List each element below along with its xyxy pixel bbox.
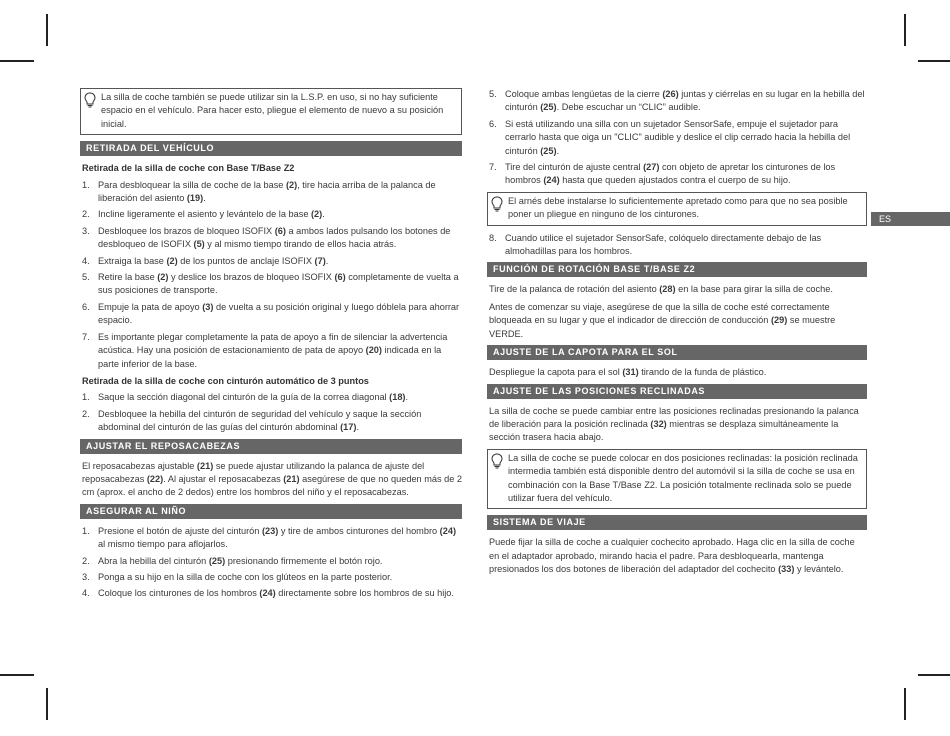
note-text: El arnés debe instalarse lo suficientemente apretado como para que no sea posible poner un pliegue en ninguno de los cinturones. [508,195,848,220]
list-item: 7. Tire del cinturón de ajuste central (27) con objeto de apretar los cinturones de los hombros (24) hasta que queden ajustados contra el cuerpo de su hijo. [489,162,836,186]
list-item: 5. Retire la base (2) y deslice los brazos de bloqueo ISOFIX (6) completamente de vuelta a sus posiciones de transporte. [82,272,459,296]
lightbulb-icon [84,92,96,108]
paragraph: Despliegue la capota para el sol (31) tirando de la funda de plástico. [489,367,767,378]
list-item: 1. Saque la sección diagonal del cinturón de la guía de la correa diagonal (18). [82,392,409,403]
list-item: 1. Para desbloquear la silla de coche de la base (2), tire hacia arriba de la palanca de liberación del asiento (19). [82,179,436,204]
paragraph: Tire de la palanca de rotación del asiento (28) en la base para girar la silla de coche. [489,284,833,295]
subheading: Retirada de la silla de coche con cinturón automático de 3 puntos [82,375,369,386]
crop-mark [46,688,48,720]
lightbulb-icon [491,453,503,469]
list-item: 2. Desbloquee la hebilla del cinturón de seguridad del vehículo y saque la sección abdominal del cinturón de las guías del cinturón abdominal (17). [82,408,422,433]
steps-list [487,88,867,188]
section-heading: RETIRADA DEL VEHÍCULO [80,141,462,156]
note-text: La silla de coche también se puede utilizar sin la L.S.P. en uso, si no hay suficiente espacio en el vehículo. Para hacer esto, pliegue el elemento de nuevo a su posición inicial. [101,92,444,129]
list-item: 2. Incline ligeramente el asiento y levántelo de la base (2). [82,209,325,220]
note-box [487,192,867,226]
language-tab: ES [871,212,950,226]
subheading: Retirada de la silla de coche con Base T/Base Z2 [82,163,295,174]
list-item: 4. Extraiga la base (2) de los puntos de anclaje ISOFIX (7). [82,255,329,266]
steps-list [80,179,462,371]
left-column [80,88,462,605]
list-item: 6. Empuje la pata de apoyo (3) de vuelta a su posición original y luego dóblela para ahorrar espacio. [82,301,460,326]
paragraph: El reposacabezas ajustable (21) se puede ajustar utilizando la palanca de ajuste del reposacabezas (22). Al ajustar el reposacabezas (21) asegúrese de que no queden más de 2 cm (aprox. el ancho de 2 dedos) entre los hombros del niño y el reposacabezas. [82,460,463,498]
paragraph: Antes de comenzar su viaje, asegúrese de que la silla de coche esté correctamente bloqueada en su lugar y que el indicador de dirección de conducción (29) se muestre VERDE. [489,301,836,339]
list-item: 5. Coloque ambas lengüetas de la cierre (26) juntas y ciérrelas en su lugar en la hebilla del cinturón (25). Debe escuchar un “CLIC” audible. [489,89,865,113]
crop-mark [904,14,906,46]
list-item: 3. Ponga a su hijo en la silla de coche con los glúteos en la parte posterior. [82,571,393,582]
steps-list [80,391,462,434]
list-item: 1. Presione el botón de ajuste del cinturón (23) y tire de ambos cinturones del hombro (24) al mismo tiempo para aflojarlos. [82,525,457,550]
list-item: 4. Coloque los cinturones de los hombros (24) directamente sobre los hombros de su hijo. [82,588,454,599]
section-heading: AJUSTAR EL REPOSACABEZAS [80,439,462,454]
crop-mark [918,60,950,62]
list-item: 8. Cuando utilice el sujetador SensorSafe, colóquelo directamente debajo de las almohadillas para los hombros. [489,232,822,257]
section-heading: FUNCIÓN DE ROTACIÓN BASE T/BASE Z2 [487,262,867,277]
crop-mark [46,14,48,46]
steps-list [80,525,462,601]
paragraph: Puede fijar la silla de coche a cualquier cochecito aprobado. Haga clic en la silla de coche en el adaptador aprobado, mirando hacia el padre. Para desbloquearla, mantenga presionados los dos botones de liberación del adaptador del cochecito (33) y levántelo. [489,537,855,575]
crop-mark [0,674,34,676]
lightbulb-icon [491,196,503,212]
note-box [80,88,462,135]
note-text: La silla de coche se puede colocar en dos posiciones reclinadas: la posición reclinada intermedia también está disponible dentro del automóvil si la silla de coche se usa en combinación con la Base T/Base Z2. La posición totalmente reclinada solo se puede utilizar fuera del vehículo. [508,452,858,503]
note-box [487,449,867,510]
steps-list [487,232,867,259]
paragraph: La silla de coche se puede cambiar entre las posiciones reclinadas presionando la palanca de liberación para la posición reclinada (32) mientras se desplaza simultáneamente la sección trasera hacia abajo. [489,405,859,443]
section-heading: AJUSTE DE LA CAPOTA PARA EL SOL [487,345,867,360]
list-item: 2. Abra la hebilla del cinturón (25) presionando firmemente el botón rojo. [82,555,383,566]
section-heading: ASEGURAR AL NIÑO [80,504,462,519]
right-column [487,88,867,581]
list-item: 6. Si está utilizando una silla con un sujetador SensorSafe, empuje el sujetador para cerrarlo hasta que oiga un "CLIC" audible y deslice el clip cerrado hacia la hebilla del cinturón (25). [489,118,851,156]
section-heading: AJUSTE DE LAS POSICIONES RECLINADAS [487,384,867,399]
crop-mark [918,674,950,676]
crop-mark [0,60,34,62]
list-item: 3. Desbloquee los brazos de bloqueo ISOFIX (6) a ambos lados pulsando los botones de desbloqueo de ISOFIX (5) y al mismo tiempo tirando de ellos hacia atrás. [82,225,451,250]
list-item: 7. Es importante plegar completamente la pata de apoyo a fin de silenciar la advertencia acústica. Hay una posición de estacionamiento de pata de apoyo (20) indicada en la parte inferior de la base. [82,331,448,369]
section-heading: SISTEMA DE VIAJE [487,515,867,530]
crop-mark [904,688,906,720]
